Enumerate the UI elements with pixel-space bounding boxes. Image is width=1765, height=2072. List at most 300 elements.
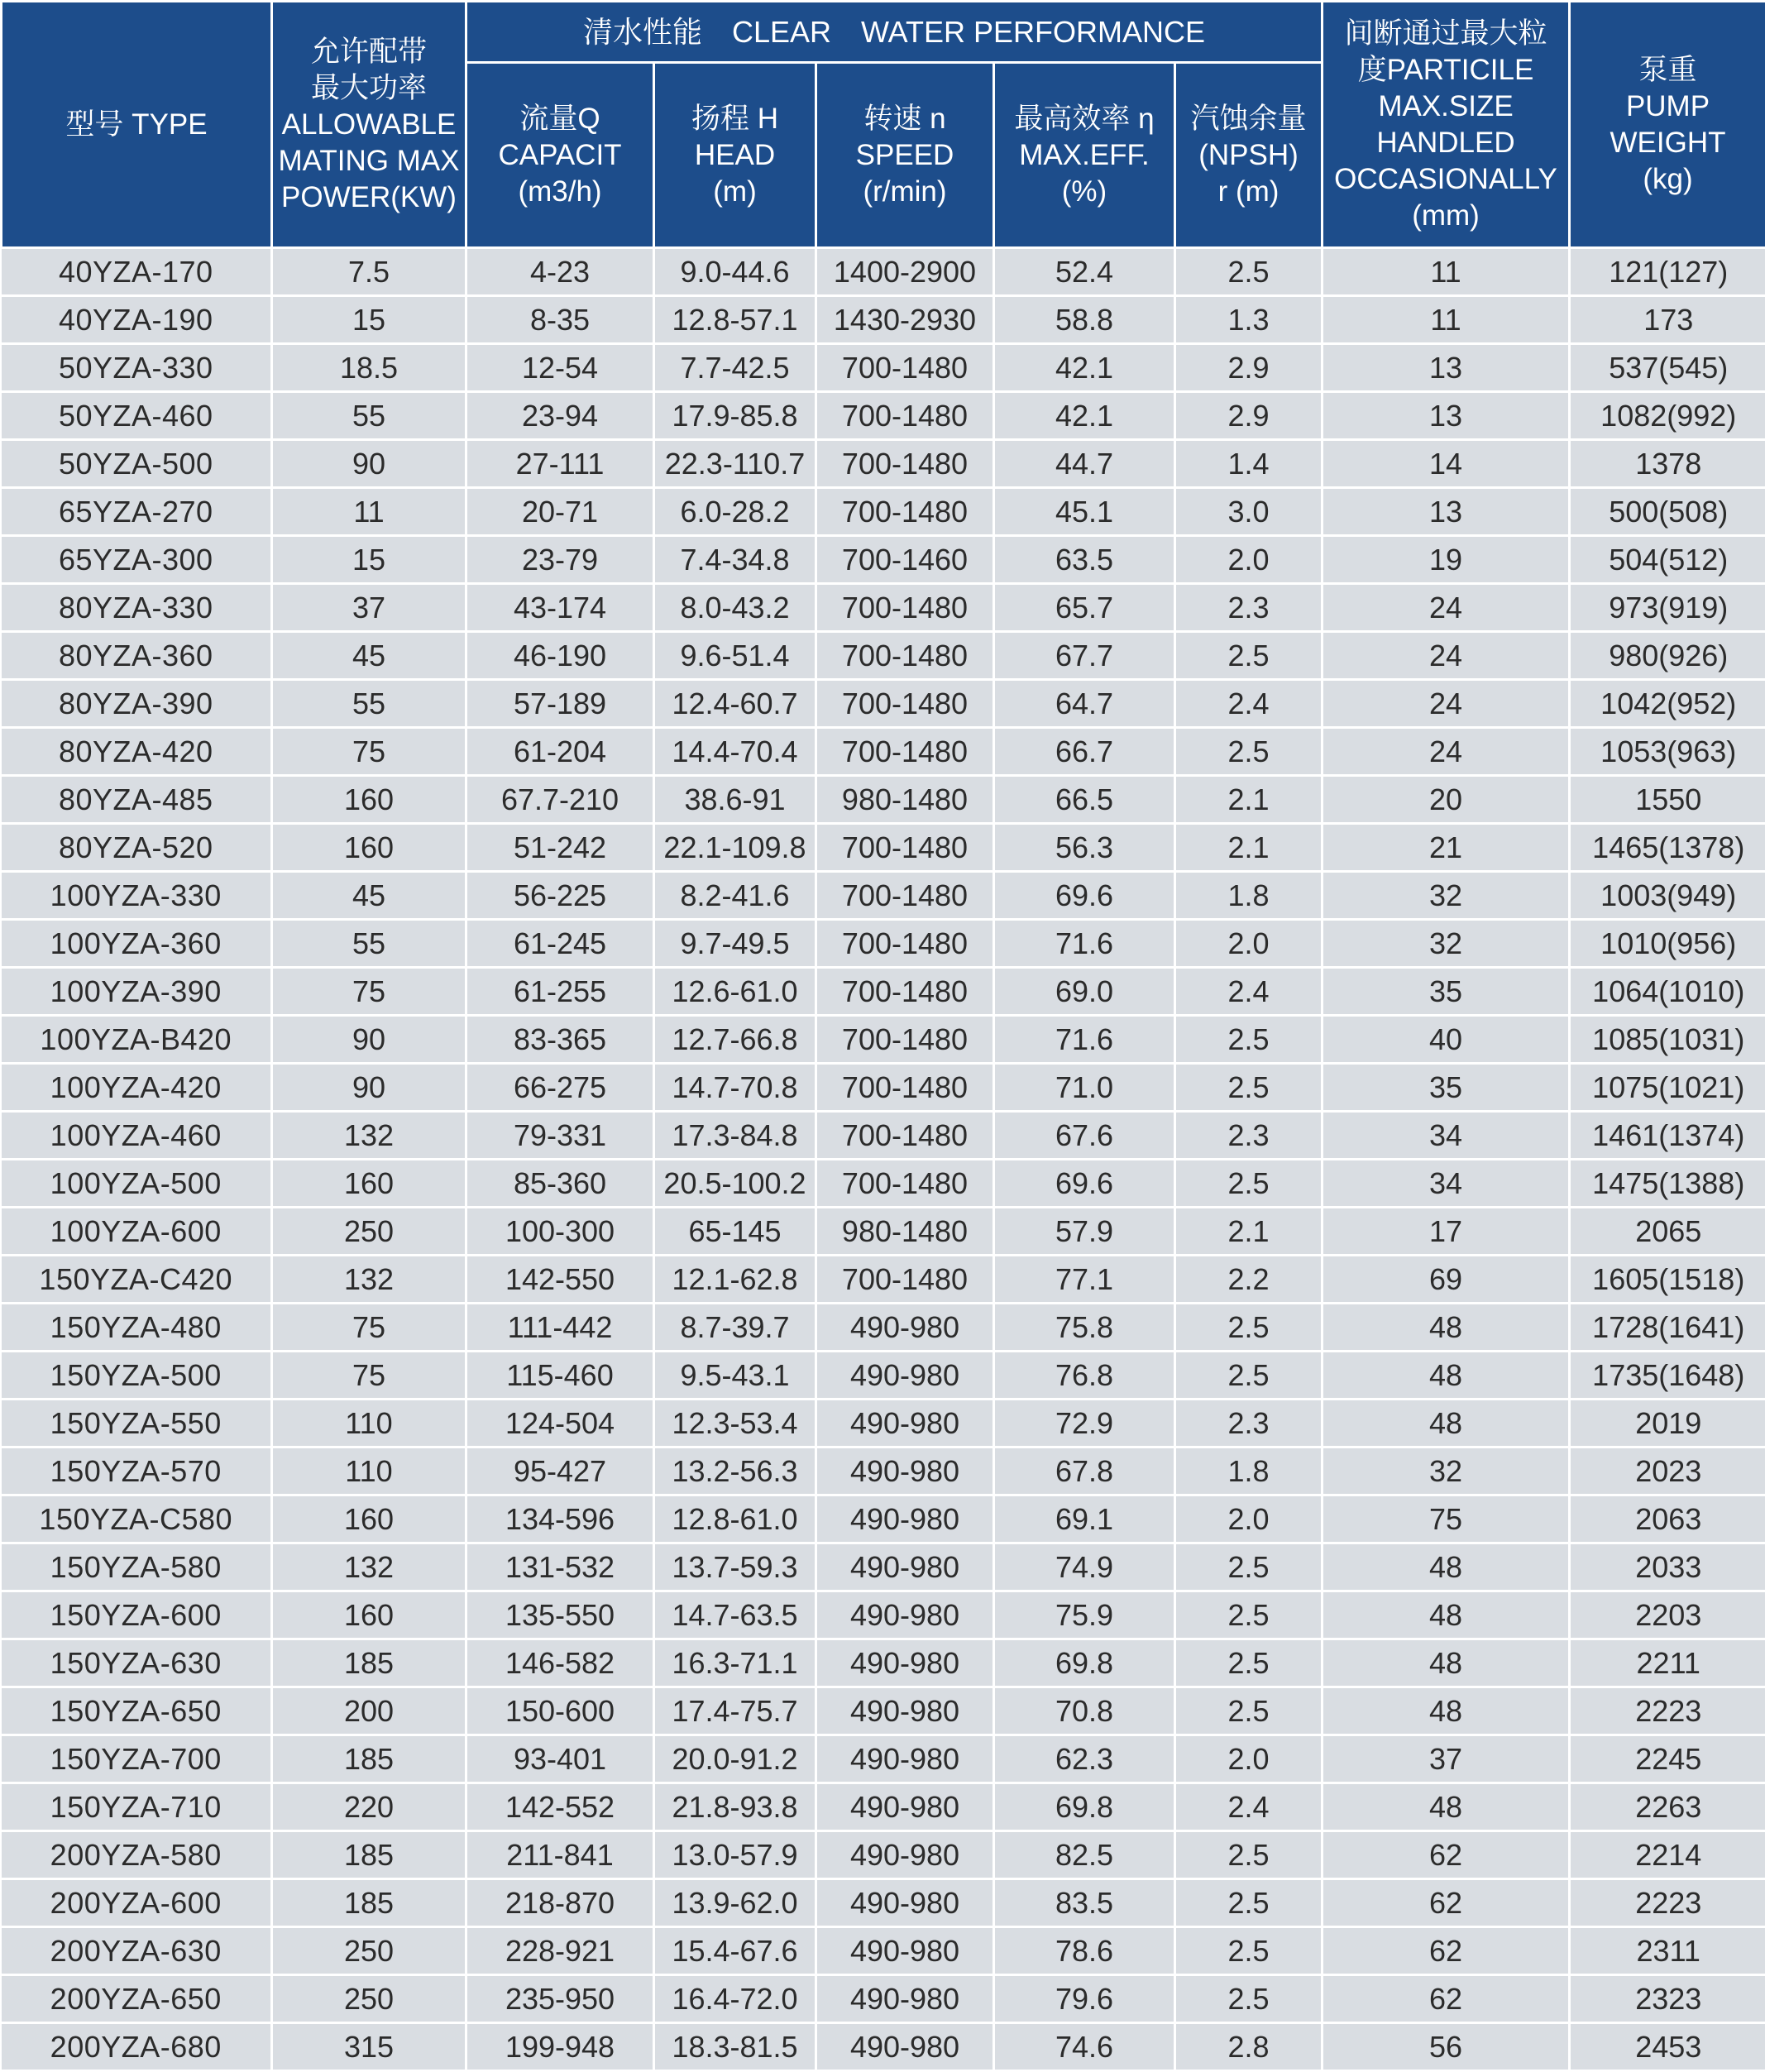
cell-npsh: 2.5 xyxy=(1175,1879,1323,1927)
table-row xyxy=(2,1112,1765,1160)
table-row xyxy=(2,1352,1765,1400)
cell-power: 55 xyxy=(272,392,466,440)
cell-npsh: 2.4 xyxy=(1175,1783,1323,1831)
cell-npsh: 2.5 xyxy=(1175,1639,1323,1687)
cell-efficiency: 69.6 xyxy=(994,1160,1175,1208)
cell-power: 110 xyxy=(272,1400,466,1448)
cell-npsh: 2.5 xyxy=(1175,1304,1323,1352)
cell-head: 7.7-42.5 xyxy=(654,344,816,392)
cell-capacity: 142-550 xyxy=(466,1256,654,1304)
cell-speed: 490-980 xyxy=(816,2023,994,2071)
table-row xyxy=(2,488,1765,536)
cell-particle-size: 48 xyxy=(1323,1783,1570,1831)
cell-weight: 2033 xyxy=(1570,1543,1765,1591)
cell-weight: 2311 xyxy=(1570,1927,1765,1975)
cell-efficiency: 69.0 xyxy=(994,968,1175,1016)
cell-weight: 2263 xyxy=(1570,1783,1765,1831)
cell-capacity: 93-401 xyxy=(466,1735,654,1783)
cell-npsh: 2.5 xyxy=(1175,1975,1323,2023)
cell-type: 150YZA-480 xyxy=(2,1304,272,1352)
table-row xyxy=(2,920,1765,968)
cell-power: 250 xyxy=(272,1927,466,1975)
cell-speed: 490-980 xyxy=(816,1927,994,1975)
table-row xyxy=(2,1687,1765,1735)
cell-type: 100YZA-B420 xyxy=(2,1016,272,1064)
cell-speed: 700-1480 xyxy=(816,1016,994,1064)
cell-speed: 490-980 xyxy=(816,1639,994,1687)
cell-speed: 1400-2900 xyxy=(816,248,994,296)
cell-efficiency: 76.8 xyxy=(994,1352,1175,1400)
cell-type: 150YZA-C580 xyxy=(2,1495,272,1543)
cell-power: 90 xyxy=(272,440,466,488)
cell-capacity: 66-275 xyxy=(466,1064,654,1112)
table-row xyxy=(2,1256,1765,1304)
cell-head: 12.3-53.4 xyxy=(654,1400,816,1448)
cell-speed: 490-980 xyxy=(816,1783,994,1831)
cell-npsh: 2.2 xyxy=(1175,1256,1323,1304)
cell-type: 100YZA-460 xyxy=(2,1112,272,1160)
cell-efficiency: 82.5 xyxy=(994,1831,1175,1879)
cell-type: 100YZA-360 xyxy=(2,920,272,968)
cell-speed: 490-980 xyxy=(816,1352,994,1400)
cell-particle-size: 62 xyxy=(1323,1831,1570,1879)
cell-particle-size: 56 xyxy=(1323,2023,1570,2071)
table-row xyxy=(2,632,1765,680)
cell-speed: 700-1480 xyxy=(816,1256,994,1304)
cell-power: 90 xyxy=(272,1064,466,1112)
cell-efficiency: 56.3 xyxy=(994,824,1175,872)
cell-efficiency: 78.6 xyxy=(994,1927,1175,1975)
cell-type: 100YZA-330 xyxy=(2,872,272,920)
cell-npsh: 2.5 xyxy=(1175,1016,1323,1064)
cell-efficiency: 74.9 xyxy=(994,1543,1175,1591)
cell-capacity: 146-582 xyxy=(466,1639,654,1687)
cell-speed: 700-1480 xyxy=(816,680,994,728)
cell-type: 100YZA-600 xyxy=(2,1208,272,1256)
cell-particle-size: 24 xyxy=(1323,728,1570,776)
cell-npsh: 2.3 xyxy=(1175,1112,1323,1160)
cell-weight: 1010(956) xyxy=(1570,920,1765,968)
cell-npsh: 2.5 xyxy=(1175,728,1323,776)
cell-efficiency: 42.1 xyxy=(994,344,1175,392)
cell-npsh: 2.5 xyxy=(1175,1064,1323,1112)
cell-type: 40YZA-190 xyxy=(2,296,272,344)
cell-head: 9.7-49.5 xyxy=(654,920,816,968)
cell-speed: 700-1480 xyxy=(816,1112,994,1160)
cell-npsh: 2.5 xyxy=(1175,248,1323,296)
cell-weight: 1461(1374) xyxy=(1570,1112,1765,1160)
header-type: 型号 TYPE xyxy=(2,2,272,248)
cell-head: 13.2-56.3 xyxy=(654,1448,816,1495)
cell-weight: 2223 xyxy=(1570,1687,1765,1735)
cell-head: 15.4-67.6 xyxy=(654,1927,816,1975)
table-row xyxy=(2,1639,1765,1687)
cell-npsh: 2.5 xyxy=(1175,1160,1323,1208)
cell-npsh: 2.1 xyxy=(1175,824,1323,872)
cell-capacity: 56-225 xyxy=(466,872,654,920)
cell-capacity: 211-841 xyxy=(466,1831,654,1879)
table-row xyxy=(2,968,1765,1016)
cell-npsh: 2.4 xyxy=(1175,968,1323,1016)
cell-particle-size: 19 xyxy=(1323,536,1570,584)
cell-head: 20.5-100.2 xyxy=(654,1160,816,1208)
cell-particle-size: 34 xyxy=(1323,1160,1570,1208)
cell-power: 75 xyxy=(272,1304,466,1352)
cell-efficiency: 83.5 xyxy=(994,1879,1175,1927)
cell-head: 14.7-70.8 xyxy=(654,1064,816,1112)
cell-particle-size: 48 xyxy=(1323,1639,1570,1687)
cell-npsh: 2.0 xyxy=(1175,1735,1323,1783)
cell-capacity: 235-950 xyxy=(466,1975,654,2023)
cell-speed: 700-1480 xyxy=(816,728,994,776)
cell-efficiency: 44.7 xyxy=(994,440,1175,488)
cell-head: 12.1-62.8 xyxy=(654,1256,816,1304)
cell-capacity: 85-360 xyxy=(466,1160,654,1208)
cell-particle-size: 62 xyxy=(1323,1975,1570,2023)
header-npsh: 汽蚀余量 (NPSH) r (m) xyxy=(1175,63,1323,248)
cell-weight: 2063 xyxy=(1570,1495,1765,1543)
header-efficiency: 最高效率 η MAX.EFF. (%) xyxy=(994,63,1175,248)
cell-type: 100YZA-500 xyxy=(2,1160,272,1208)
cell-particle-size: 13 xyxy=(1323,392,1570,440)
table-row xyxy=(2,1543,1765,1591)
cell-capacity: 100-300 xyxy=(466,1208,654,1256)
cell-weight: 2211 xyxy=(1570,1639,1765,1687)
cell-efficiency: 79.6 xyxy=(994,1975,1175,2023)
cell-power: 15 xyxy=(272,536,466,584)
cell-particle-size: 11 xyxy=(1323,296,1570,344)
cell-speed: 490-980 xyxy=(816,1304,994,1352)
cell-type: 50YZA-500 xyxy=(2,440,272,488)
cell-npsh: 2.5 xyxy=(1175,1831,1323,1879)
table-row xyxy=(2,1927,1765,1975)
cell-head: 17.9-85.8 xyxy=(654,392,816,440)
cell-efficiency: 67.7 xyxy=(994,632,1175,680)
cell-capacity: 124-504 xyxy=(466,1400,654,1448)
cell-efficiency: 77.1 xyxy=(994,1256,1175,1304)
cell-particle-size: 24 xyxy=(1323,632,1570,680)
cell-type: 50YZA-330 xyxy=(2,344,272,392)
cell-type: 80YZA-485 xyxy=(2,776,272,824)
table-row xyxy=(2,824,1765,872)
cell-speed: 700-1480 xyxy=(816,632,994,680)
header-pump-weight: 泵重 PUMP WEIGHT (kg) xyxy=(1570,2,1765,248)
cell-weight: 1735(1648) xyxy=(1570,1352,1765,1400)
table-row xyxy=(2,584,1765,632)
cell-capacity: 95-427 xyxy=(466,1448,654,1495)
cell-capacity: 83-365 xyxy=(466,1016,654,1064)
cell-type: 80YZA-360 xyxy=(2,632,272,680)
cell-power: 160 xyxy=(272,1495,466,1543)
cell-capacity: 134-596 xyxy=(466,1495,654,1543)
table-row xyxy=(2,1879,1765,1927)
cell-weight: 504(512) xyxy=(1570,536,1765,584)
cell-speed: 980-1480 xyxy=(816,1208,994,1256)
table-row xyxy=(2,1975,1765,2023)
cell-power: 45 xyxy=(272,632,466,680)
cell-power: 160 xyxy=(272,824,466,872)
cell-power: 45 xyxy=(272,872,466,920)
cell-capacity: 23-94 xyxy=(466,392,654,440)
cell-head: 9.0-44.6 xyxy=(654,248,816,296)
table-row xyxy=(2,296,1765,344)
cell-capacity: 51-242 xyxy=(466,824,654,872)
cell-type: 40YZA-170 xyxy=(2,248,272,296)
cell-speed: 980-1480 xyxy=(816,776,994,824)
cell-speed: 700-1480 xyxy=(816,344,994,392)
cell-power: 75 xyxy=(272,1352,466,1400)
cell-npsh: 2.0 xyxy=(1175,1495,1323,1543)
cell-efficiency: 45.1 xyxy=(994,488,1175,536)
table-row xyxy=(2,1160,1765,1208)
cell-type: 65YZA-300 xyxy=(2,536,272,584)
table-row xyxy=(2,1208,1765,1256)
cell-weight: 173 xyxy=(1570,296,1765,344)
cell-head: 17.3-84.8 xyxy=(654,1112,816,1160)
cell-head: 13.7-59.3 xyxy=(654,1543,816,1591)
cell-efficiency: 75.8 xyxy=(994,1304,1175,1352)
cell-type: 150YZA-710 xyxy=(2,1783,272,1831)
cell-head: 8.7-39.7 xyxy=(654,1304,816,1352)
cell-npsh: 2.3 xyxy=(1175,1400,1323,1448)
cell-head: 12.6-61.0 xyxy=(654,968,816,1016)
cell-particle-size: 21 xyxy=(1323,824,1570,872)
cell-capacity: 111-442 xyxy=(466,1304,654,1352)
cell-power: 11 xyxy=(272,488,466,536)
cell-type: 100YZA-420 xyxy=(2,1064,272,1112)
cell-type: 150YZA-570 xyxy=(2,1448,272,1495)
cell-particle-size: 13 xyxy=(1323,488,1570,536)
table-row xyxy=(2,728,1765,776)
cell-npsh: 2.9 xyxy=(1175,392,1323,440)
cell-npsh: 2.5 xyxy=(1175,1543,1323,1591)
cell-weight: 121(127) xyxy=(1570,248,1765,296)
cell-npsh: 2.0 xyxy=(1175,536,1323,584)
cell-capacity: 23-79 xyxy=(466,536,654,584)
cell-speed: 490-980 xyxy=(816,1687,994,1735)
cell-particle-size: 24 xyxy=(1323,680,1570,728)
cell-capacity: 218-870 xyxy=(466,1879,654,1927)
cell-particle-size: 13 xyxy=(1323,344,1570,392)
cell-power: 250 xyxy=(272,1975,466,2023)
cell-particle-size: 48 xyxy=(1323,1687,1570,1735)
cell-type: 200YZA-650 xyxy=(2,1975,272,2023)
cell-capacity: 43-174 xyxy=(466,584,654,632)
cell-particle-size: 35 xyxy=(1323,968,1570,1016)
cell-power: 132 xyxy=(272,1112,466,1160)
cell-particle-size: 24 xyxy=(1323,584,1570,632)
cell-power: 18.5 xyxy=(272,344,466,392)
cell-particle-size: 69 xyxy=(1323,1256,1570,1304)
cell-speed: 700-1480 xyxy=(816,440,994,488)
cell-weight: 2203 xyxy=(1570,1591,1765,1639)
cell-speed: 700-1480 xyxy=(816,584,994,632)
cell-head: 9.5-43.1 xyxy=(654,1352,816,1400)
cell-type: 200YZA-580 xyxy=(2,1831,272,1879)
cell-efficiency: 72.9 xyxy=(994,1400,1175,1448)
cell-npsh: 2.1 xyxy=(1175,1208,1323,1256)
cell-head: 21.8-93.8 xyxy=(654,1783,816,1831)
table-row xyxy=(2,1783,1765,1831)
cell-particle-size: 14 xyxy=(1323,440,1570,488)
header-capacity: 流量Q CAPACIT (m3/h) xyxy=(466,63,654,248)
cell-weight: 1465(1378) xyxy=(1570,824,1765,872)
cell-head: 22.3-110.7 xyxy=(654,440,816,488)
cell-capacity: 131-532 xyxy=(466,1543,654,1591)
cell-power: 160 xyxy=(272,776,466,824)
cell-power: 75 xyxy=(272,968,466,1016)
cell-weight: 1003(949) xyxy=(1570,872,1765,920)
cell-efficiency: 62.3 xyxy=(994,1735,1175,1783)
cell-particle-size: 32 xyxy=(1323,1448,1570,1495)
cell-capacity: 61-204 xyxy=(466,728,654,776)
cell-weight: 500(508) xyxy=(1570,488,1765,536)
cell-efficiency: 69.8 xyxy=(994,1783,1175,1831)
cell-npsh: 2.9 xyxy=(1175,344,1323,392)
cell-weight: 2453 xyxy=(1570,2023,1765,2071)
cell-particle-size: 35 xyxy=(1323,1064,1570,1112)
cell-head: 8.0-43.2 xyxy=(654,584,816,632)
cell-particle-size: 34 xyxy=(1323,1112,1570,1160)
cell-type: 150YZA-500 xyxy=(2,1352,272,1400)
cell-efficiency: 58.8 xyxy=(994,296,1175,344)
cell-npsh: 1.4 xyxy=(1175,440,1323,488)
cell-type: 80YZA-420 xyxy=(2,728,272,776)
cell-speed: 700-1480 xyxy=(816,488,994,536)
cell-weight: 1064(1010) xyxy=(1570,968,1765,1016)
cell-head: 13.9-62.0 xyxy=(654,1879,816,1927)
cell-capacity: 8-35 xyxy=(466,296,654,344)
cell-capacity: 12-54 xyxy=(466,344,654,392)
cell-power: 7.5 xyxy=(272,248,466,296)
cell-speed: 700-1480 xyxy=(816,872,994,920)
cell-head: 13.0-57.9 xyxy=(654,1831,816,1879)
cell-head: 17.4-75.7 xyxy=(654,1687,816,1735)
table-row xyxy=(2,392,1765,440)
cell-weight: 537(545) xyxy=(1570,344,1765,392)
cell-particle-size: 32 xyxy=(1323,872,1570,920)
cell-weight: 1378 xyxy=(1570,440,1765,488)
table-row xyxy=(2,1448,1765,1495)
cell-particle-size: 20 xyxy=(1323,776,1570,824)
cell-npsh: 3.0 xyxy=(1175,488,1323,536)
cell-particle-size: 32 xyxy=(1323,920,1570,968)
cell-npsh: 2.4 xyxy=(1175,680,1323,728)
cell-power: 55 xyxy=(272,920,466,968)
cell-particle-size: 48 xyxy=(1323,1352,1570,1400)
cell-speed: 490-980 xyxy=(816,1543,994,1591)
table-row xyxy=(2,248,1765,296)
cell-type: 150YZA-650 xyxy=(2,1687,272,1735)
cell-power: 250 xyxy=(272,1208,466,1256)
cell-head: 12.8-61.0 xyxy=(654,1495,816,1543)
cell-type: 150YZA-C420 xyxy=(2,1256,272,1304)
cell-head: 38.6-91 xyxy=(654,776,816,824)
cell-head: 16.3-71.1 xyxy=(654,1639,816,1687)
table-row xyxy=(2,872,1765,920)
cell-power: 185 xyxy=(272,1831,466,1879)
cell-speed: 700-1460 xyxy=(816,536,994,584)
cell-weight: 980(926) xyxy=(1570,632,1765,680)
cell-head: 18.3-81.5 xyxy=(654,2023,816,2071)
cell-power: 160 xyxy=(272,1160,466,1208)
cell-type: 150YZA-600 xyxy=(2,1591,272,1639)
table-row xyxy=(2,1735,1765,1783)
cell-particle-size: 48 xyxy=(1323,1304,1570,1352)
cell-efficiency: 63.5 xyxy=(994,536,1175,584)
table-row xyxy=(2,680,1765,728)
table-row xyxy=(2,1304,1765,1352)
cell-efficiency: 42.1 xyxy=(994,392,1175,440)
cell-particle-size: 40 xyxy=(1323,1016,1570,1064)
cell-weight: 2245 xyxy=(1570,1735,1765,1783)
cell-speed: 490-980 xyxy=(816,1879,994,1927)
cell-capacity: 142-552 xyxy=(466,1783,654,1831)
cell-type: 150YZA-700 xyxy=(2,1735,272,1783)
cell-weight: 2214 xyxy=(1570,1831,1765,1879)
cell-capacity: 150-600 xyxy=(466,1687,654,1735)
cell-particle-size: 48 xyxy=(1323,1543,1570,1591)
cell-type: 65YZA-270 xyxy=(2,488,272,536)
cell-head: 14.4-70.4 xyxy=(654,728,816,776)
cell-power: 75 xyxy=(272,728,466,776)
cell-head: 8.2-41.6 xyxy=(654,872,816,920)
cell-weight: 2323 xyxy=(1570,1975,1765,2023)
table-row xyxy=(2,1400,1765,1448)
cell-speed: 700-1480 xyxy=(816,968,994,1016)
cell-type: 150YZA-580 xyxy=(2,1543,272,1591)
cell-speed: 490-980 xyxy=(816,1400,994,1448)
cell-power: 132 xyxy=(272,1543,466,1591)
header-particle-size: 间断通过最大粒 度PARTICILE MAX.SIZE HANDLED OCCASIONALLY (mm) xyxy=(1323,2,1570,248)
cell-power: 90 xyxy=(272,1016,466,1064)
cell-efficiency: 66.7 xyxy=(994,728,1175,776)
cell-head: 20.0-91.2 xyxy=(654,1735,816,1783)
cell-head: 14.7-63.5 xyxy=(654,1591,816,1639)
cell-head: 12.8-57.1 xyxy=(654,296,816,344)
cell-capacity: 20-71 xyxy=(466,488,654,536)
cell-efficiency: 69.1 xyxy=(994,1495,1175,1543)
cell-weight: 1082(992) xyxy=(1570,392,1765,440)
cell-type: 80YZA-520 xyxy=(2,824,272,872)
cell-capacity: 115-460 xyxy=(466,1352,654,1400)
cell-weight: 1042(952) xyxy=(1570,680,1765,728)
cell-type: 200YZA-600 xyxy=(2,1879,272,1927)
cell-power: 15 xyxy=(272,296,466,344)
cell-particle-size: 37 xyxy=(1323,1735,1570,1783)
cell-speed: 700-1480 xyxy=(816,392,994,440)
cell-npsh: 2.3 xyxy=(1175,584,1323,632)
cell-npsh: 2.0 xyxy=(1175,920,1323,968)
cell-npsh: 2.5 xyxy=(1175,1352,1323,1400)
cell-efficiency: 70.8 xyxy=(994,1687,1175,1735)
header-head: 扬程 H HEAD (m) xyxy=(654,63,816,248)
cell-npsh: 2.5 xyxy=(1175,632,1323,680)
table-row xyxy=(2,1016,1765,1064)
cell-particle-size: 48 xyxy=(1323,1591,1570,1639)
cell-particle-size: 62 xyxy=(1323,1927,1570,1975)
cell-particle-size: 17 xyxy=(1323,1208,1570,1256)
cell-type: 50YZA-460 xyxy=(2,392,272,440)
cell-weight: 2223 xyxy=(1570,1879,1765,1927)
cell-npsh: 1.3 xyxy=(1175,296,1323,344)
table-row xyxy=(2,1591,1765,1639)
cell-speed: 490-980 xyxy=(816,1495,994,1543)
cell-capacity: 135-550 xyxy=(466,1591,654,1639)
cell-efficiency: 64.7 xyxy=(994,680,1175,728)
cell-speed: 490-980 xyxy=(816,1448,994,1495)
cell-power: 110 xyxy=(272,1448,466,1495)
